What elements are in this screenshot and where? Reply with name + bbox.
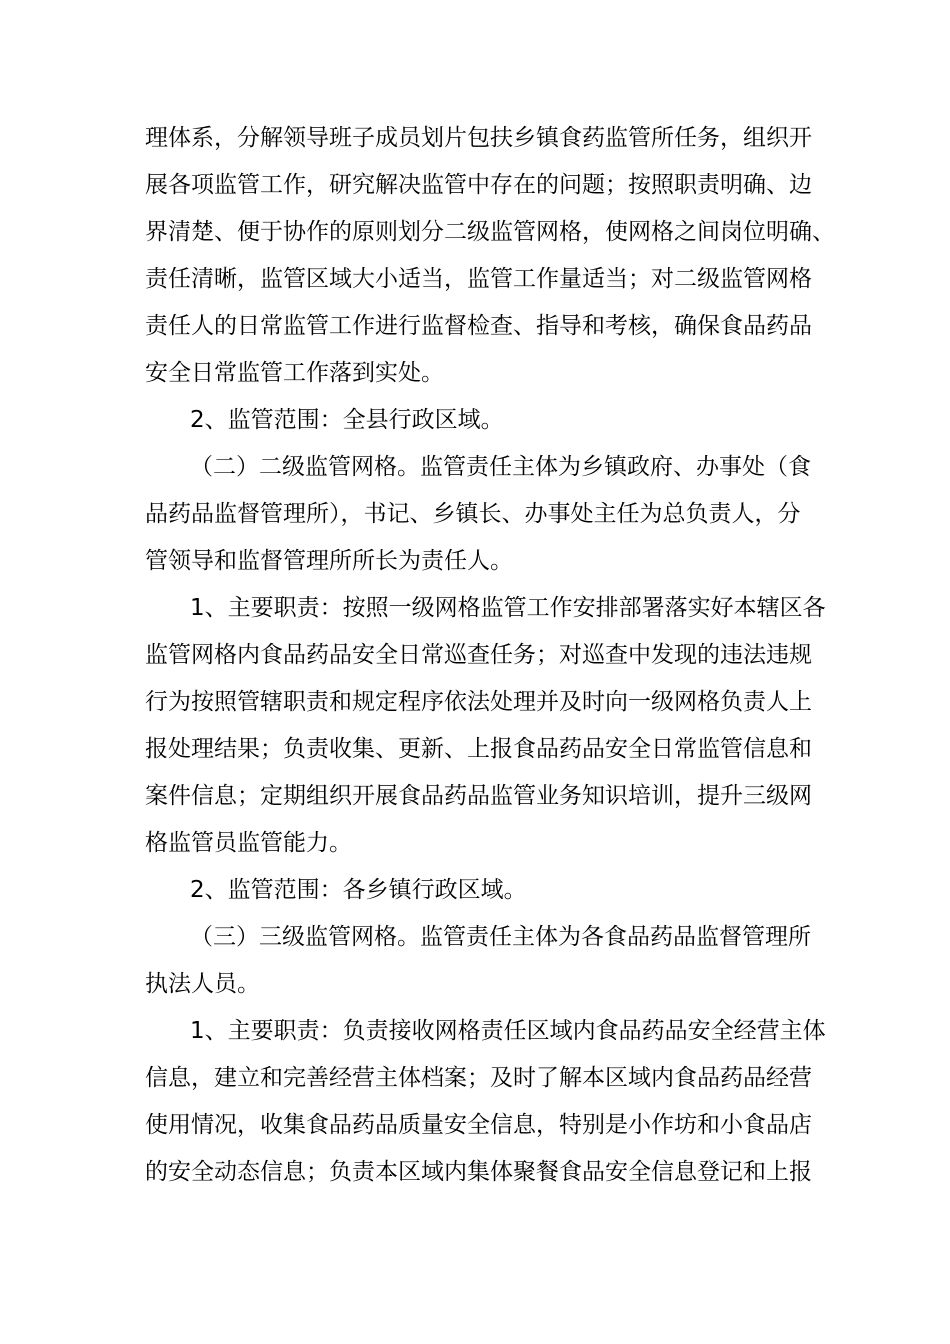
text-line: 理体系，分解领导班子成员划片包扶乡镇食药监管所任务，组织开 (145, 125, 812, 151)
text-line: 2、监管范围：全县行政区域。 (190, 407, 504, 433)
text-line: 展各项监管工作，研究解决监管中存在的问题；按照职责明确、边 (145, 172, 812, 198)
text-line: 1、主要职责：负责接收网格责任区域内食品药品安全经营主体 (190, 1018, 826, 1044)
text-line: 行为按照管辖职责和规定程序依法处理并及时向一级网格负责人上 (145, 689, 812, 715)
text-line: 责任清晰，监管区域大小适当，监管工作量适当；对二级监管网格 (145, 266, 812, 292)
text-line: 2、监管范围：各乡镇行政区域。 (190, 877, 527, 903)
text-line: 的安全动态信息；负责本区域内集体聚餐食品安全信息登记和上报 (145, 1159, 812, 1185)
text-line: 监管网格内食品药品安全日常巡查任务；对巡查中发现的违法违规 (145, 642, 812, 668)
text-line: 管领导和监督管理所所长为责任人。 (145, 548, 513, 574)
text-line: 1、主要职责：按照一级网格监管工作安排部署落实好本辖区各 (190, 595, 826, 621)
text-line: 责任人的日常监管工作进行监督检查、指导和考核，确保食品药品 (145, 313, 812, 339)
text-line: 信息，建立和完善经营主体档案；及时了解本区域内食品药品经营 (145, 1065, 812, 1091)
text-line: 执法人员。 (145, 971, 260, 997)
text-line: （三）三级监管网格。监管责任主体为各食品药品监督管理所 (190, 924, 811, 950)
text-line: 使用情况，收集食品药品质量安全信息，特别是小作坊和小食品店 (145, 1112, 812, 1138)
text-line: 界清楚、便于协作的原则划分二级监管网格，使网格之间岗位明确、 (145, 219, 835, 245)
text-line: 案件信息；定期组织开展食品药品监管业务知识培训，提升三级网 (145, 783, 812, 809)
text-line: 报处理结果；负责收集、更新、上报食品药品安全日常监管信息和 (145, 736, 812, 762)
text-line: 格监管员监管能力。 (145, 830, 352, 856)
text-line: （二）二级监管网格。监管责任主体为乡镇政府、办事处（食 (190, 454, 811, 480)
text-line: 品药品监督管理所），书记、乡镇长、办事处主任为总负责人，分 (145, 501, 801, 527)
text-line: 安全日常监管工作落到实处。 (145, 360, 444, 386)
